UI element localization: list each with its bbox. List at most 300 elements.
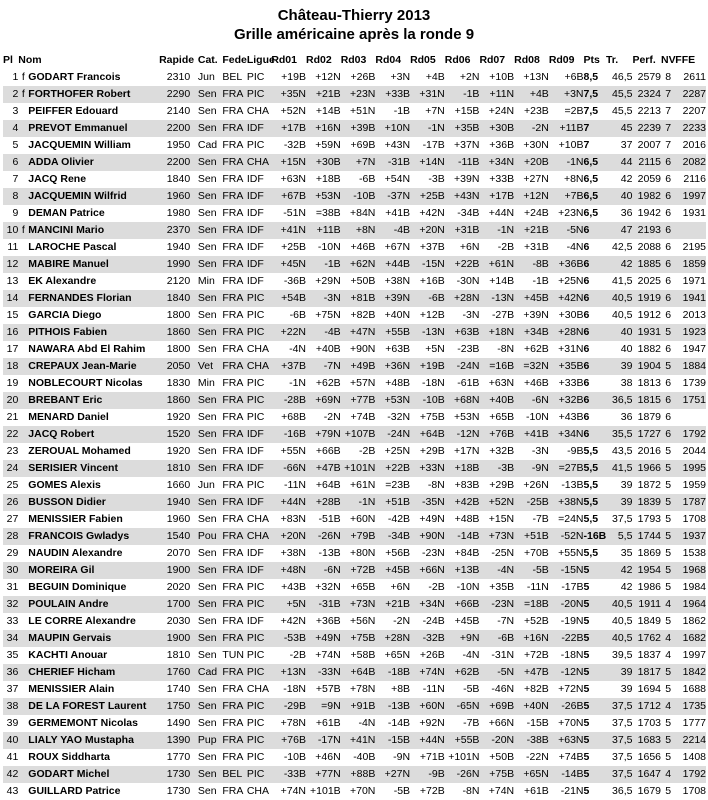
player-name xyxy=(18,375,159,392)
table-cell: +23N xyxy=(341,86,376,103)
table-cell: 1912 xyxy=(637,309,662,321)
table-cell: +51N xyxy=(349,105,376,117)
player-name xyxy=(18,188,159,205)
table-cell: 1408 xyxy=(682,751,706,763)
table-cell: 39 xyxy=(606,358,633,375)
table-cell: FRA xyxy=(222,173,244,185)
table-cell: -31B xyxy=(306,596,341,613)
table-cell: -53B xyxy=(271,630,306,647)
table-cell: 1959 xyxy=(682,479,706,491)
table-cell: 1730 xyxy=(166,785,191,797)
table-cell: +53N xyxy=(375,392,410,409)
table-cell: 2020 xyxy=(166,581,191,593)
table-cell: -22N xyxy=(526,751,549,763)
table-cell: 6 xyxy=(583,241,590,253)
table-cell: FRA xyxy=(222,562,246,579)
table-cell: 5 xyxy=(584,562,606,579)
table-cell: 1815 xyxy=(632,392,661,409)
table-cell: 6 xyxy=(665,377,672,389)
table-row xyxy=(3,205,706,222)
table-cell: +80N xyxy=(349,547,376,559)
table-row xyxy=(3,307,706,324)
table-cell: -13B xyxy=(375,698,410,715)
grid-subtitle: Grille américaine après la ronde 9 xyxy=(233,26,475,43)
table-cell: 6,5 xyxy=(584,154,606,171)
table-cell: +31N xyxy=(410,86,445,103)
table-row xyxy=(3,698,706,715)
table-cell: 7 xyxy=(665,139,672,151)
table-cell: 5 xyxy=(584,732,606,749)
table-cell: +42B xyxy=(445,494,480,511)
table-cell: 8,5 xyxy=(583,71,599,83)
table-cell: +23B xyxy=(523,105,549,117)
table-cell: 1735 xyxy=(675,698,706,715)
table-cell: 1390 xyxy=(159,732,198,749)
table-cell: 1520 xyxy=(159,426,198,443)
table-cell: 2016 xyxy=(637,445,662,457)
table-cell: FRA xyxy=(222,139,244,151)
table-cell: 1540 xyxy=(159,528,198,545)
player-name xyxy=(18,528,159,545)
table-cell: +22B xyxy=(445,256,480,273)
table-cell: +74N xyxy=(488,785,515,797)
table-cell: +65B xyxy=(350,581,376,593)
table-cell: -31N xyxy=(491,649,515,661)
table-cell: +8N xyxy=(563,173,584,185)
table-cell: 5,5 xyxy=(584,460,606,477)
table-cell: 2088 xyxy=(637,241,662,253)
table-cell: Sen xyxy=(198,426,222,443)
table-cell: 1940 xyxy=(159,494,198,511)
table-cell: 6 xyxy=(665,241,672,253)
table-cell: +74N xyxy=(315,649,341,661)
table-cell: 1937 xyxy=(675,528,706,545)
table-cell: PIC xyxy=(247,86,271,103)
table-cell: FRA xyxy=(222,445,244,457)
player-name-text: DEMAN Patrice xyxy=(28,207,105,219)
table-cell: 6 xyxy=(661,256,675,273)
table-cell: 1703 xyxy=(637,717,662,729)
column-header: Nom xyxy=(18,54,42,66)
table-cell: 6 xyxy=(661,154,675,171)
table-cell: 27 xyxy=(6,513,19,525)
table-cell: +22N xyxy=(271,324,306,341)
table-cell: +43N xyxy=(445,188,480,205)
table-cell: -17B xyxy=(422,139,445,151)
table-cell: 2013 xyxy=(682,309,706,321)
table-cell: PIC xyxy=(247,766,271,783)
table-cell: 1647 xyxy=(632,766,661,783)
table-cell: +91B xyxy=(341,698,376,715)
table-cell: +10N xyxy=(375,120,410,137)
table-cell: +47B xyxy=(306,460,341,477)
table-cell: 2207 xyxy=(682,105,706,117)
table-cell: +61B xyxy=(523,785,549,797)
table-cell: +31B xyxy=(445,222,480,239)
table-cell: FRA xyxy=(222,615,244,627)
table-cell: 2030 xyxy=(166,615,191,627)
table-cell: 39 xyxy=(620,479,633,491)
player-name-text: PEIFFER Edouard xyxy=(28,105,119,117)
table-cell: 7 xyxy=(665,105,672,117)
table-cell: 1837 xyxy=(637,649,662,661)
table-row xyxy=(3,681,706,698)
table-cell: 2070 xyxy=(166,547,191,559)
table-cell: Sen xyxy=(197,241,217,253)
table-cell: 1971 xyxy=(682,275,706,287)
table-cell: 42 xyxy=(606,562,633,579)
table-cell: 2287 xyxy=(675,86,706,103)
table-cell: =32N xyxy=(514,358,549,375)
table-cell: +107B xyxy=(341,426,376,443)
table-cell: +74B xyxy=(350,411,376,423)
table-row xyxy=(3,596,706,613)
table-cell: -37N xyxy=(375,188,410,205)
player-name-text: MANCINI Mario xyxy=(28,224,105,236)
table-cell: -18N xyxy=(421,377,445,389)
table-cell: 1872 xyxy=(637,479,662,491)
player-name-text: NOBLECOURT Nicolas xyxy=(28,377,143,389)
player-name-text: MOREIRA Gil xyxy=(28,564,95,576)
player-name xyxy=(18,749,159,766)
table-cell: 43,5 xyxy=(612,445,633,457)
table-cell: +69B xyxy=(350,139,376,151)
table-cell: +40N xyxy=(514,698,549,715)
table-cell: +34N xyxy=(479,154,514,171)
player-name-text: DE LA FOREST Laurent xyxy=(28,700,147,712)
table-cell: -18B xyxy=(375,664,410,681)
table-cell: 37 xyxy=(620,139,633,151)
table-cell: 1813 xyxy=(637,377,662,389)
table-cell: +32B xyxy=(489,445,515,457)
table-cell: 14 xyxy=(3,290,18,307)
table-row xyxy=(3,511,706,528)
table-cell: 6 xyxy=(583,309,590,321)
table-cell: -51N xyxy=(283,207,306,219)
table-cell: -51B xyxy=(318,513,341,525)
player-name-text: GOMES Alexis xyxy=(28,479,101,491)
table-cell: -4B xyxy=(306,324,341,341)
table-cell: -11N xyxy=(422,683,445,695)
table-cell: PIC xyxy=(247,732,271,749)
table-cell: +25B xyxy=(410,188,445,205)
table-cell: +30B xyxy=(558,309,584,321)
table-cell: PIC xyxy=(247,324,271,341)
table-cell: PIC xyxy=(246,649,265,661)
table-cell: 19 xyxy=(6,377,19,389)
player-name-text: BUSSON Didier xyxy=(28,496,106,508)
table-cell: FRA xyxy=(222,358,246,375)
table-cell: -7N xyxy=(497,615,515,627)
player-name xyxy=(18,205,159,222)
table-cell: 1920 xyxy=(166,411,191,423)
table-row xyxy=(3,528,706,545)
table-cell: 5 xyxy=(584,596,606,613)
table-cell: FRA xyxy=(222,785,244,797)
table-cell: +44N xyxy=(410,732,445,749)
title-flag: f xyxy=(21,71,25,83)
table-row xyxy=(3,494,706,511)
table-cell: +66N xyxy=(410,562,445,579)
table-cell: +82B xyxy=(350,309,376,321)
table-cell: +46B xyxy=(523,377,549,389)
table-cell: -24N xyxy=(445,358,480,375)
table-cell: +18N xyxy=(479,324,514,341)
table-cell: +4B xyxy=(514,86,549,103)
table-cell: 41 xyxy=(6,751,19,763)
table-cell: Sen xyxy=(198,698,222,715)
table-cell: 1727 xyxy=(632,426,661,443)
table-cell: 7,5 xyxy=(584,86,606,103)
player-name-text: NAUDIN Alexandre xyxy=(28,547,123,559)
table-cell: 4 xyxy=(3,120,18,137)
table-cell: Sen xyxy=(198,766,222,783)
player-name-text: CREPAUX Jean-Marie xyxy=(28,360,137,372)
table-row xyxy=(3,766,706,783)
table-cell: =27B xyxy=(549,460,584,477)
table-cell: 2193 xyxy=(632,222,661,239)
player-name xyxy=(18,460,159,477)
table-cell: +83B xyxy=(454,479,480,491)
table-cell: =9N xyxy=(306,698,341,715)
table-cell: +49N xyxy=(419,513,445,525)
table-cell: -32B xyxy=(283,139,306,151)
player-name xyxy=(18,477,159,494)
table-cell: 36,5 xyxy=(606,392,633,409)
table-cell: +3N xyxy=(390,71,411,83)
table-cell: -8N xyxy=(462,785,480,797)
table-cell: +59N xyxy=(315,139,341,151)
table-cell: 24 xyxy=(3,460,18,477)
table-cell: -13N xyxy=(479,290,514,307)
table-cell: +61N xyxy=(479,256,514,273)
table-cell: -52N xyxy=(549,528,584,545)
player-name-text: MENARD Daniel xyxy=(28,411,109,423)
table-cell: -13N xyxy=(410,324,445,341)
table-cell: 28 xyxy=(3,528,18,545)
table-cell: 17 xyxy=(6,343,19,355)
table-cell xyxy=(675,222,706,239)
table-cell: 1660 xyxy=(166,479,191,491)
table-cell: 1 xyxy=(12,71,19,83)
table-cell: +30B xyxy=(306,154,341,171)
table-cell: +73N xyxy=(341,596,376,613)
table-cell: 7 xyxy=(583,139,590,151)
table-cell: -23B xyxy=(457,343,480,355)
table-cell: 31 xyxy=(6,581,19,593)
table-cell: FRA xyxy=(222,698,246,715)
table-cell: 6 xyxy=(583,377,590,389)
table-cell: -4N xyxy=(479,562,514,579)
table-cell: -2N xyxy=(323,411,341,423)
table-cell: 1900 xyxy=(159,562,198,579)
table-cell: 5,5 xyxy=(583,513,599,525)
table-cell: 1762 xyxy=(632,630,661,647)
table-cell: +45B xyxy=(514,290,549,307)
table-cell: 5 xyxy=(661,324,675,341)
table-cell: =38B xyxy=(315,207,341,219)
table-cell: CHA xyxy=(247,358,271,375)
table-cell: +27N xyxy=(523,173,549,185)
table-cell: +66B xyxy=(445,596,480,613)
table-cell: +12N xyxy=(514,188,549,205)
table-cell: +79N xyxy=(306,426,341,443)
table-cell: +25N xyxy=(558,275,584,287)
table-cell: +63B xyxy=(385,343,411,355)
standings-table xyxy=(3,51,706,800)
table-cell: +41N xyxy=(341,732,376,749)
player-name xyxy=(18,256,159,273)
table-cell: -27B xyxy=(491,309,515,321)
player-name xyxy=(18,392,159,409)
title-flag: f xyxy=(21,224,25,236)
player-name-text: MENISSIER Fabien xyxy=(28,513,123,525)
table-cell: +39N xyxy=(375,290,410,307)
table-cell: +26B xyxy=(419,649,445,661)
table-cell: 1793 xyxy=(637,513,662,525)
table-cell: -3N xyxy=(531,445,549,457)
table-cell: 1792 xyxy=(675,766,706,783)
table-cell: 2082 xyxy=(675,154,706,171)
column-header: Rd08 xyxy=(514,54,540,66)
table-cell: 1538 xyxy=(682,547,706,559)
table-cell: 5 xyxy=(665,615,672,627)
table-cell: -2B xyxy=(289,649,306,661)
table-cell: -16B xyxy=(271,426,306,443)
table-cell: +90N xyxy=(349,343,376,355)
table-cell: -26N xyxy=(445,766,480,783)
table-cell: -1B xyxy=(532,275,549,287)
table-cell: 5 xyxy=(584,630,606,647)
player-name-text: FRANCOIS Gwladys xyxy=(28,530,130,542)
column-header: Rd01 xyxy=(271,54,297,66)
table-cell: -17N xyxy=(306,732,341,749)
table-cell xyxy=(675,409,706,426)
table-cell: +21B xyxy=(306,86,341,103)
table-cell: +40B xyxy=(479,392,514,409)
table-cell: PIC xyxy=(246,411,265,423)
table-cell: -2N xyxy=(514,120,549,137)
table-cell: Sen xyxy=(198,596,222,613)
table-cell: 6 xyxy=(584,324,606,341)
table-cell: CHA xyxy=(247,528,271,545)
table-cell: +82B xyxy=(523,683,549,695)
table-cell: 2213 xyxy=(637,105,662,117)
table-cell: FRA xyxy=(222,120,246,137)
table-cell: PIC xyxy=(246,309,265,321)
table-cell: -11B xyxy=(445,154,480,171)
table-cell: +65N xyxy=(514,766,549,783)
table-cell: 1708 xyxy=(682,785,706,797)
table-cell: FRA xyxy=(222,86,246,103)
table-cell: +13N xyxy=(271,664,306,681)
table-cell: +79B xyxy=(341,528,376,545)
table-cell: 1700 xyxy=(159,596,198,613)
table-cell: +4B xyxy=(425,71,445,83)
table-cell: 41,5 xyxy=(606,460,633,477)
table-cell: 1860 xyxy=(159,392,198,409)
table-cell: FRA xyxy=(222,460,246,477)
table-cell: +66N xyxy=(488,717,515,729)
player-name xyxy=(18,647,159,664)
player-name-text: BREBANT Eric xyxy=(28,394,103,406)
table-cell: 5 xyxy=(583,751,590,763)
table-cell: 40,5 xyxy=(606,596,633,613)
table-row xyxy=(3,613,706,630)
table-cell: +39B xyxy=(341,120,376,137)
table-cell: 1919 xyxy=(632,290,661,307)
table-cell: 44 xyxy=(606,154,633,171)
table-cell: Cad xyxy=(197,139,218,151)
table-cell: +60N xyxy=(349,513,376,525)
table-cell: +28N xyxy=(375,630,410,647)
table-cell: +53N xyxy=(454,411,480,423)
table-cell: BEL xyxy=(222,71,243,83)
player-name xyxy=(18,596,159,613)
table-cell: +84N xyxy=(349,207,376,219)
table-cell: -5B xyxy=(393,785,411,797)
column-header: Perf. xyxy=(632,54,656,66)
table-cell: -1N xyxy=(289,377,306,389)
table-cell: +68B xyxy=(281,411,306,423)
table-row xyxy=(3,392,706,409)
table-cell: 6 xyxy=(665,309,672,321)
table-cell: +8N xyxy=(341,222,376,239)
table-cell: 1750 xyxy=(159,698,198,715)
table-cell: 1760 xyxy=(159,664,198,681)
table-cell: PIC xyxy=(247,290,271,307)
table-cell: +28N xyxy=(445,290,480,307)
column-header: Pl xyxy=(3,54,13,66)
column-header: Ligue xyxy=(246,54,275,66)
table-cell: 1941 xyxy=(675,290,706,307)
table-cell: Sen xyxy=(197,649,217,661)
player-name-text: CHERIEF Hicham xyxy=(28,666,116,678)
table-cell: +11B xyxy=(549,120,584,137)
table-cell: -1N xyxy=(341,494,376,511)
table-cell: 1656 xyxy=(637,751,662,763)
table-cell: +10B xyxy=(558,139,584,151)
table-cell: -13B xyxy=(318,547,341,559)
table-cell: -15B xyxy=(526,717,549,729)
table-cell: 1849 xyxy=(637,615,662,627)
table-cell: 1904 xyxy=(632,358,661,375)
table-cell: +44B xyxy=(375,256,410,273)
table-cell: 36,5 xyxy=(612,785,633,797)
table-cell: 2290 xyxy=(159,86,198,103)
table-cell: -9B xyxy=(567,445,584,457)
table-cell: -6N xyxy=(306,562,341,579)
table-cell: +63N xyxy=(488,377,515,389)
table-cell: -23N xyxy=(479,596,514,613)
table-cell: 6 xyxy=(661,188,675,205)
table-cell: +48N xyxy=(271,562,306,579)
table-cell: 1688 xyxy=(682,683,706,695)
table-cell: -2B xyxy=(428,581,445,593)
player-name-text: GODART Francois xyxy=(28,71,121,83)
table-cell: +35B xyxy=(549,358,584,375)
table-cell: 30 xyxy=(3,562,18,579)
table-cell: 6 xyxy=(583,343,590,355)
table-cell: Sen xyxy=(197,411,217,423)
table-row xyxy=(3,86,706,103)
table-cell: 39 xyxy=(620,683,633,695)
table-cell: IDF xyxy=(246,173,264,185)
table-cell: PIC xyxy=(246,751,265,763)
table-cell: +64B xyxy=(410,426,445,443)
table-cell: IDF xyxy=(247,562,271,579)
table-cell: FRA xyxy=(222,528,246,545)
